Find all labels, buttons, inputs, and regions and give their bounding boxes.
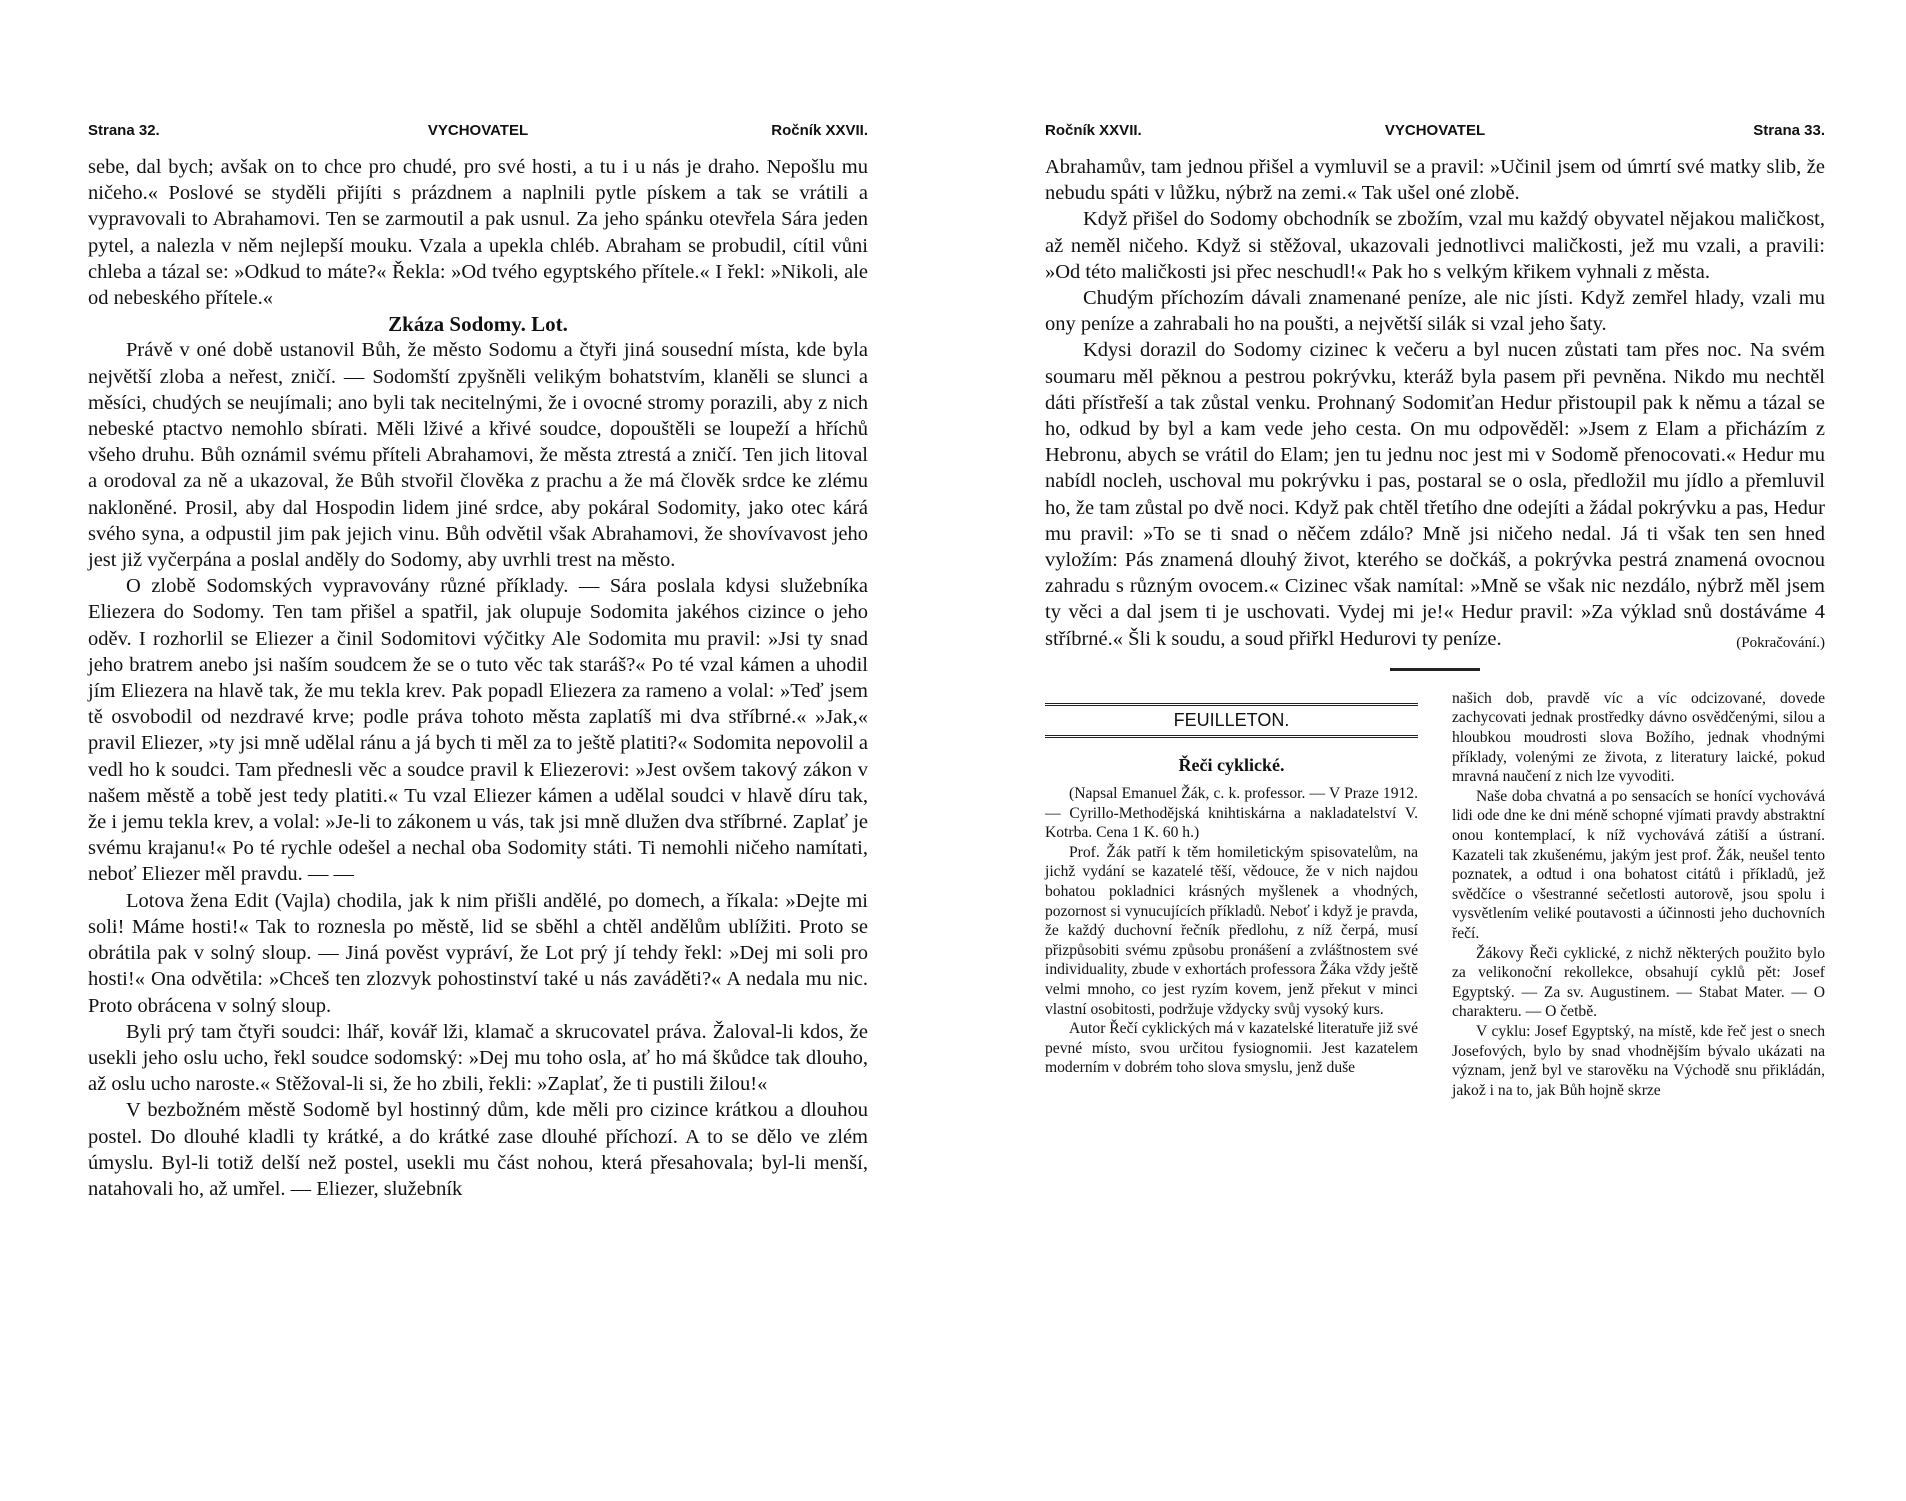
- section-divider: [1390, 668, 1480, 671]
- paragraph: V bezbožném městě Sodomě byl hostinný dům, kde měli pro cizince krátkou a dlouhou postel. Do dlouhé kladli ty krátké, a do krátké zase dlouhé příchozí. A to se dělo ve zlém úmyslu. Byl-li totiž delší než postel, usekli mu část nohou, která přesahovala; byl-li menší, natahovali ho, až umřel. — Eliezer, služebník: [88, 1099, 868, 1200]
- left-running-title: VYCHOVATEL: [427, 122, 529, 139]
- right-page-number: Strana 33.: [1753, 122, 1825, 139]
- paragraph: Právě v oné době ustanovil Bůh, že město Sodomu a čtyři jiná sousední místa, kde byla největší zloba a neřest, zničí. — Sodomští zpyšněli velikým bohatstvím, klaněli se slunci a měsíci, chudých se neujímali; ano byli tak necitelnými, že i ovocné stromy porazili, aby z nich nebeské ptactvo nemohlo sbírati. Měli lživé a křivé soudce, dopouštěli se loupeží a hříchů všeho druhu. Bůh oznámil svému příteli Abrahamovi, že města ztrestá a zničí. Ten jich litoval a orodoval za ně a ukazoval, že Bůh stvořil člověka z prachu a že má člověk srdce ke zlému nakloněné. Prosil, aby dal Hospodin lidem jiné srdce, aby pokáral Sodomity, jako otec kárá svého syna, a odpustil jim pak jejich vinu. Bůh odvětil však Abrahamovi, že shovívavost jeho jest již vyčerpána a poslal anděly do Sodomy, aby uvrhli trest na město.: [88, 339, 868, 572]
- left-page: [88, 110, 868, 1202]
- paragraph: Žákovy Řeči cyklické, z nichž některých použito bylo za velikonoční rekollekce, obsahují cyklů pět: Josef Egyptský. — Za sv. Augustinem. — Stabat Mater. — O charakteru. — O četbě.: [1452, 944, 1825, 1021]
- feuilleton-title: Řeči cyklické.: [1178, 755, 1285, 776]
- left-volume: Ročník XXVII.: [771, 122, 868, 139]
- paragraph-text: Kdysi dorazil do Sodomy cizinec k večeru a byl nucen zůstati tam přes noc. Na svém soumaru měl pěknou a pestrou pokrývku, kteráž byla pasem při pevněna. Nikdo mu nechtěl dáti přístřeší a tak zůstal venku. Prohnaný Sodomiťan Hedur přistoupil pak k němu a tázal se ho, odkud by byl a kam vede jeho cesta. On mu odpověděl: »Jsem z Elam a přicházím z Hebronu, abych se vrátil do Elam; jen tu jednu noc jest mi v Sodomě přenocovati.« Hedur mu nabídl nocleh, uschoval mu pokrývku i pas, postaral se o osla, předložil mu jídlo a přemluvil ho, že tam zůstal po dvě noci. Když pak chtěl třetího dne odejíti a žádal pokrývku a pas, Hedur mu pravil: »To se ti snad o něčem zdálo? Mně jsi ničeho nedal. Já ti však ten sen hned vyložím: Pás znamená dlouhý život, kterého se dočkáš, a pokrývka pestrá znamená ovocnou zahradu s různým ovocem.« Cizinec však namítal: »Mně se však nic nezdálo, nýbrž měl jsem ty věci a dal jsem ti je uschovati. Vydej mi je!« Hedur pravil: »Za výklad snů dostáváme 4 stříbrné.« Šli k soudu, a soud přiřkl Hedurovi ty peníze.: [1045, 339, 1825, 650]
- paragraph: O zlobě Sodomských vypravovány různé příklady. — Sára poslala kdysi služebníka Eliezera do Sodomy. Ten tam přišel a spatřil, jak olupuje Sodomita jakéhos cizince o jeho oděv. I rozhorlil se Eliezer a činil Sodomitovi výčitky Ale Sodomita mu pravil: »Jsi ty snad jeho bratrem anebo jsi naším soudcem že se o tuto věc tak staráš?« Po té vzal kámen a uhodil jím Eliezera na hlavě tak, že mu tekla krev. Pak popadl Eliezera za rameno a volal: »Teď jsem tě osvobodil od nezdravé krve; podle práva tohoto města zaplatíš mi dva stříbrné.« »Jak,« pravil Eliezer, »ty jsi mně udělal ránu a já bych ti měl za to ještě platiti?« Sodomita nepovolil a vedl ho k soudci. Tam přednesli věc a soudce pravil k Eliezerovi: »Jest ovšem takový zákon v našem městě a tobě jest tedy platiti.« Tu vzal Eliezer kámen a udělal soudci v hlavě díru tak, že i jemu tekla krev, a volal: »Je-li to zákonem u vás, tak jsi mně dlužen dva stříbrné. Zaplať je svému krajanu!« Po té rychle odešel a nechal oba Sodomity státi. Ti nemohli ničeho namítati, neboť Eliezer měl pravdu. — —: [88, 575, 868, 886]
- paragraph: Abrahamův, tam jednou přišel a vymluvil se a pravil: »Učinil jsem od úmrtí své matky slib, že nebudu spáti v lůžku, nýbrž na zemi.« Tak ušel oné zlobě.: [1045, 156, 1825, 205]
- right-page: [1045, 110, 1825, 1249]
- paragraph: Prof. Žák patří k těm homiletickým spisovatelům, na jichž vydání se kazatelé těší, vědouce, že v nich najdou bohatou pokladnici krásných myšlenek a vhodných, pozornost si vynucujících příkladů. Neboť i když je pravda, že každý duchovní řečník předlohu, z níž čerpá, musí přizpůsobiti svému způsobu pronášení a zvláštnostem své individuality, zbude v exhortách professora Žáka vždy ještě velmi mnoho, co jest ryzím kovem, jenž překut v minci vlastní osobitosti, podržuje vždycky svůj vysoký kurs.: [1045, 843, 1418, 1018]
- continued-note: (Pokračování.): [1736, 634, 1825, 651]
- feuilleton-column-left: [1045, 689, 1418, 1078]
- feuilleton-column-right: [1452, 689, 1825, 1100]
- left-page-number: Strana 32.: [88, 122, 160, 139]
- paragraph: Když přišel do Sodomy obchodník se zbožím, vzal mu každý obyvatel nějakou maličkost, až neměl ničeho. Když si stěžoval, ukazovali jednotlivci maličkosti, jež mu vzali, a pravili: »Od této maličkosti jsi přec neschudl!« Pak ho s velkým křikem vyhnali z města.: [1045, 208, 1825, 283]
- right-running-title: VYCHOVATEL: [1384, 122, 1486, 139]
- paragraph: (Napsal Emanuel Žák, c. k. professor. — V Praze 1912. — Cyrillo-Methodějská knihtiskárna a nakladatelství V. Kotrba. Cena 1 K. 60 h.): [1045, 785, 1418, 842]
- feuilleton-label: FEUILLETON.: [1045, 703, 1418, 739]
- paragraph: sebe, dal bych; avšak on to chce pro chudé, pro své hosti, a tu i u nás je draho. Nepošlu mu ničeho.« Poslové se styděli přijíti s prázdnem a naplnili pytle pískem a tak se vrátili a vypravovali to Abrahamovi. Ten se zarmoutil a pak usnul. Za jeho spánku otevřela Sára jeden pytel, a nalezla v něm nejlepší mouku. Vzala a upekla chléb. Abraham se probudil, cítil vůni chleba a tázal se: »Odkud to máte?« Řekla: »Od tvého egyptského přítele.« I řekl: »Nikoli, ale od nebeského přítele.«: [88, 156, 868, 310]
- paragraph: Byli prý tam čtyři soudci: lhář, kovář lži, klamač a skrucovatel práva. Žaloval-li kdos, že usekli jeho oslu ucho, řekl soudce sodomský: »Dej mu toho osla, ať ho má škůdce tak dlouho, až oslu ucho naroste.« Stěžoval-li si, že ho zbili, řekli: »Zaplať, že ti pustili žilou!«: [88, 1020, 868, 1096]
- feuilleton-section: [1045, 689, 1825, 1249]
- left-page-header: [88, 110, 868, 144]
- paragraph: Naše doba chvatná a po sensacích se honící vychovává lidi ode dne ke dni méně schopné vjímati pravdy abstraktní onou kontemplací, k níž vychovává zátiší a ústraní. Kazateli tak zkušenému, jakým jest prof. Žák, neušel tento poznatek, a odtud i ona bohatost citátů i příkladů, jež svědčíce o všestranné sečetlosti autorově, jsou spolu i vysvětlením veliké poutavosti a účinnosti jeho duchovních řečí.: [1452, 787, 1825, 942]
- right-body: [1045, 154, 1825, 652]
- paragraph: [1045, 337, 1825, 651]
- paragraph: našich dob, pravdě víc a víc odcizované, dovede zachycovati jednak prostředky dávno osvědčenými, silou a hloubkou moudrosti slova Božího, jednak vhodnými příklady, volenými ze života, z literatury laické, pokud mravná naučení z nich lze vyvoditi.: [1452, 689, 1825, 786]
- section-title: Zkáza Sodomy. Lot.: [388, 312, 568, 337]
- paragraph: Chudým příchozím dávali znamenané peníze, ale nic jísti. Když zemřel hlady, vzali mu ony peníze a zahrabali ho na poušti, a největší silák si vzal jeho šaty.: [1045, 287, 1825, 336]
- paragraph: V cyklu: Josef Egyptský, na místě, kde řeč jest o snech Josefových, bylo by snad vhodnějším bývalo ukázati na význam, jenž byl ve starověku na Východě snu přikládán, jakož i na to, jak Bůh hojně skrze: [1452, 1022, 1825, 1099]
- paragraph: Lotova žena Edit (Vajla) chodila, jak k nim přišli andělé, po domech, a říkala: »Dejte mi soli! Máme hosti!« Tak to roznesla po městě, lid se sběhl a chtěl andělům ublížiti. Proto se obrátila pak v solný sloup. — Jiná pověst vypráví, že Lot prý jí tehdy řekl: »Dej mi soli pro hosti!« Ona odvětila: »Chceš ten zlozvyk pohostinství také u nás zaváděti?« A nedala mu nic. Proto obrácena v solný sloup.: [88, 889, 868, 1017]
- right-volume: Ročník XXVII.: [1045, 122, 1142, 139]
- left-body: [88, 154, 868, 1202]
- right-page-header: [1045, 110, 1825, 144]
- paragraph: Autor Řečí cyklických má v kazatelské literatuře již své pevné místo, svou určitou fysiognomii. Jest kazatelem moderním v dobrém toho slova smyslu, jenž duše: [1045, 1020, 1418, 1077]
